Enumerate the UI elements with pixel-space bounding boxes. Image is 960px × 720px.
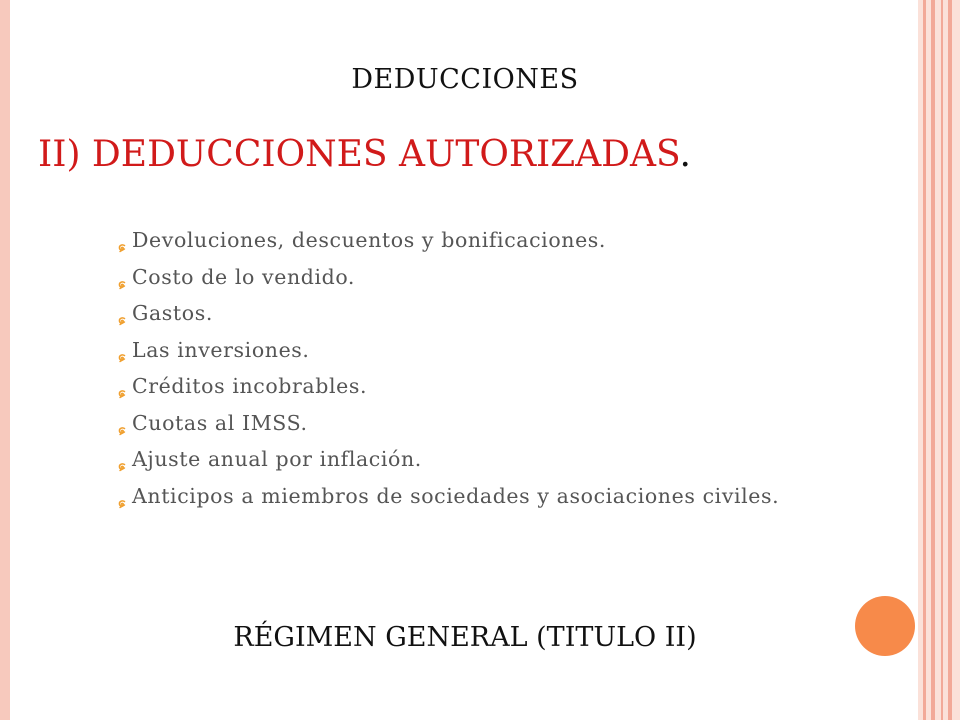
swirl-bullet-icon <box>118 271 127 282</box>
deductions-list <box>118 227 838 519</box>
right-frame-stripe <box>931 0 935 720</box>
list-item <box>118 337 838 363</box>
list-item-text: Costo de lo vendido. <box>132 264 356 289</box>
list-item <box>118 483 838 509</box>
swirl-bullet-icon <box>118 344 127 355</box>
list-item-text: Anticipos a miembros de sociedades y asociaciones civiles. <box>132 483 780 508</box>
list-item <box>118 410 838 436</box>
swirl-bullet-icon <box>118 380 127 391</box>
slide-footer: RÉGIMEN GENERAL (TITULO II) <box>233 622 697 653</box>
list-item <box>118 373 838 399</box>
list-item-text: Ajuste anual por inflación. <box>132 447 422 471</box>
list-item <box>118 264 838 290</box>
list-item <box>118 227 838 253</box>
left-frame-border <box>0 0 10 720</box>
list-item <box>118 446 838 472</box>
swirl-bullet-icon <box>118 453 127 464</box>
list-item-text: Créditos incobrables. <box>132 374 368 398</box>
swirl-bullet-icon <box>118 234 127 245</box>
list-item <box>118 300 838 326</box>
slide-title-period: . <box>679 134 691 175</box>
swirl-bullet-icon <box>118 307 127 318</box>
list-item-text: Cuotas al IMSS. <box>132 410 308 435</box>
swirl-bullet-icon <box>118 417 127 428</box>
right-frame-stripe <box>948 0 952 720</box>
list-item-text: Devoluciones, descuentos y bonificaciones. <box>132 228 607 252</box>
list-item-text: Las inversiones. <box>132 337 310 362</box>
right-frame-stripe <box>923 0 926 720</box>
right-frame-stripe <box>941 0 943 720</box>
slide-title-text: II) DEDUCCIONES AUTORIZADAS <box>38 134 680 175</box>
swirl-bullet-icon <box>118 490 127 501</box>
slide-title <box>38 134 691 175</box>
slide-header: DEDUCCIONES <box>351 64 579 95</box>
list-item-text: Gastos. <box>132 301 213 325</box>
